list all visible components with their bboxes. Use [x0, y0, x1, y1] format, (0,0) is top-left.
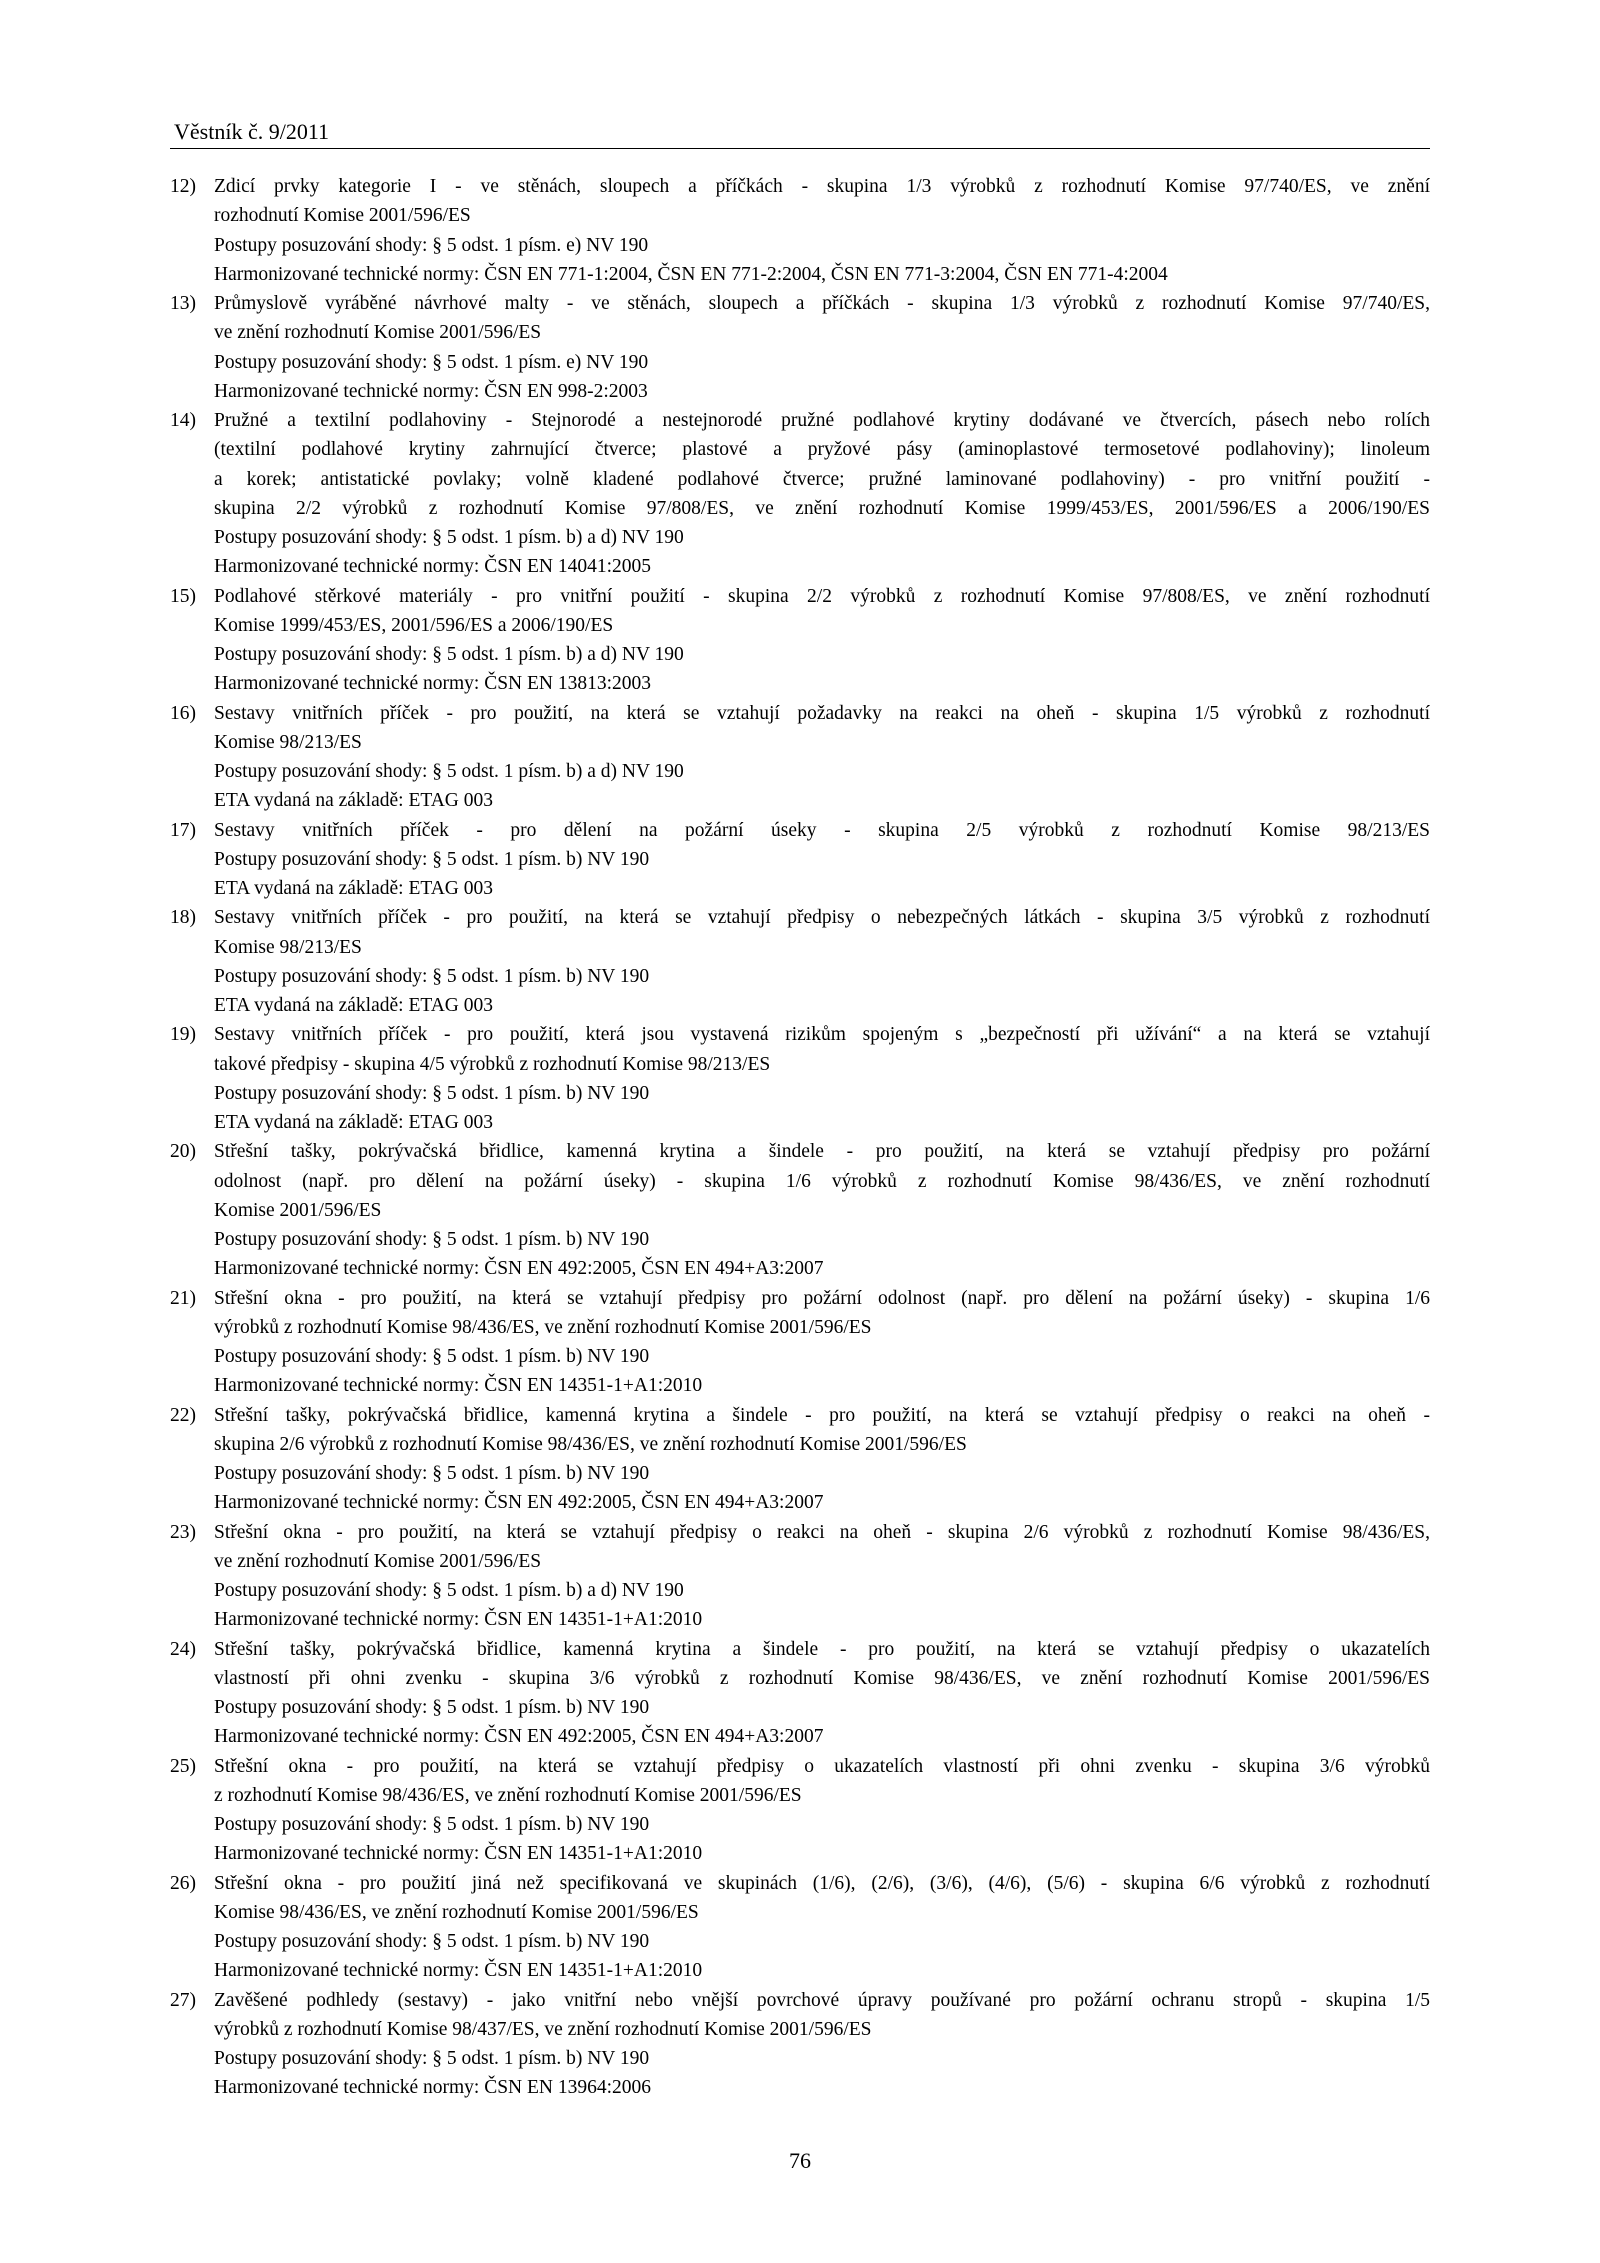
page-header	[170, 110, 1430, 149]
item-number: 19)	[170, 1024, 196, 1046]
item-line: Postupy posuzování shody: § 5 odst. 1 písm. b) NV 190	[214, 965, 650, 987]
item-line: Komise 1999/453/ES, 2001/596/ES a 2006/190/ES	[214, 614, 614, 636]
item-line: takové předpisy - skupina 4/5 výrobků z rozhodnutí Komise 98/213/ES	[214, 1053, 771, 1075]
item-line: Střešní okna - pro použití, na která se vztahují předpisy o reakci na oheň - skupina 2/6 výrobků z rozhodnutí Komise 98/436/ES,	[214, 1521, 1430, 1543]
item-line: Střešní tašky, pokrývačská břidlice, kamenná krytina a šindele - pro použití, na která se vztahují předpisy o reakci na oheň -	[214, 1404, 1430, 1426]
item-line: Harmonizované technické normy: ČSN EN 14351-1+A1:2010	[214, 1375, 703, 1397]
item-line: Sestavy vnitřních příček - pro použití, která jsou vystavená rizikům spojeným s „bezpečností při užívání“ a na která se vztahují	[214, 1024, 1430, 1046]
item-line: Komise 98/213/ES	[214, 731, 362, 753]
item-number: 27)	[170, 1989, 196, 2011]
item-line: Harmonizované technické normy: ČSN EN 14351-1+A1:2010	[214, 1609, 703, 1631]
item-line: ETA vydaná na základě: ETAG 003	[214, 1112, 493, 1133]
list-item	[170, 1137, 1430, 1283]
item-number: 16)	[170, 702, 196, 724]
item-line: výrobků z rozhodnutí Komise 98/436/ES, ve znění rozhodnutí Komise 2001/596/ES	[214, 1316, 872, 1338]
item-line: ETA vydaná na základě: ETAG 003	[214, 995, 493, 1016]
item-number: 14)	[170, 410, 196, 431]
list-item	[170, 1635, 1430, 1752]
item-line: Střešní tašky, pokrývačská břidlice, kamenná krytina a šindele - pro použití, na která se vztahují předpisy pro požární	[214, 1141, 1430, 1163]
item-line: Postupy posuzování shody: § 5 odst. 1 písm. b) NV 190	[214, 1931, 650, 1952]
item-line: Sestavy vnitřních příček - pro dělení na požární úseky - skupina 2/5 výrobků z rozhodnutí Komise 98/213/ES	[214, 819, 1430, 841]
list-item	[170, 816, 1430, 904]
item-line: Střešní okna - pro použití jiná než specifikovaná ve skupinách (1/6), (2/6), (3/6), (4/6), (5/6) - skupina 6/6 výrobků z rozhodnutí	[214, 1872, 1430, 1894]
item-line: Postupy posuzování shody: § 5 odst. 1 písm. b) NV 190	[214, 2048, 650, 2069]
item-line: Postupy posuzování shody: § 5 odst. 1 písm. b) NV 190	[214, 848, 650, 870]
item-line: Střešní okna - pro použití, na která se vztahují předpisy pro požární odolnost (např. pro dělení na požární úseky) - skupina 1/6	[214, 1287, 1430, 1309]
item-line: rozhodnutí Komise 2001/596/ES	[214, 205, 471, 227]
list-item	[170, 1020, 1430, 1137]
item-line: skupina 2/6 výrobků z rozhodnutí Komise 98/436/ES, ve znění rozhodnutí Komise 2001/596/ES	[214, 1433, 967, 1455]
item-line: Postupy posuzování shody: § 5 odst. 1 písm. b) NV 190	[214, 1229, 650, 1250]
list-item	[170, 406, 1430, 582]
item-line: výrobků z rozhodnutí Komise 98/437/ES, ve znění rozhodnutí Komise 2001/596/ES	[214, 2018, 872, 2040]
item-line: Postupy posuzování shody: § 5 odst. 1 písm. b) NV 190	[214, 1697, 650, 1718]
item-line: Postupy posuzování shody: § 5 odst. 1 písm. e) NV 190	[214, 351, 649, 373]
item-line: Komise 2001/596/ES	[214, 1199, 382, 1221]
item-line: Harmonizované technické normy: ČSN EN 492:2005, ČSN EN 494+A3:2007	[214, 1258, 824, 1280]
item-line: skupina 2/2 výrobků z rozhodnutí Komise 97/808/ES, ve znění rozhodnutí Komise 1999/453/ES, 2001/596/ES a 2006/190/ES	[214, 497, 1430, 519]
item-line: Postupy posuzování shody: § 5 odst. 1 písm. b) a d) NV 190	[214, 527, 684, 548]
journal-title: Věstník č. 9/2011	[174, 119, 329, 144]
item-line: Harmonizované technické normy: ČSN EN 14351-1+A1:2010	[214, 1843, 703, 1865]
item-line: Střešní tašky, pokrývačská břidlice, kamenná krytina a šindele - pro použití, na která se vztahují předpisy o ukazatelích	[214, 1638, 1430, 1660]
item-line: Harmonizované technické normy: ČSN EN 14041:2005	[214, 556, 652, 578]
list-item	[170, 1986, 1430, 2103]
item-line: Postupy posuzování shody: § 5 odst. 1 písm. b) a d) NV 190	[214, 761, 684, 782]
item-number: 15)	[170, 585, 196, 607]
list-item	[170, 1518, 1430, 1635]
page-number: 76	[789, 2148, 811, 2173]
item-number: 20)	[170, 1141, 196, 1163]
item-number: 24)	[170, 1638, 196, 1660]
item-line: z rozhodnutí Komise 98/436/ES, ve znění rozhodnutí Komise 2001/596/ES	[214, 1784, 802, 1806]
item-line: ve znění rozhodnutí Komise 2001/596/ES	[214, 1550, 542, 1572]
item-line: ETA vydaná na základě: ETAG 003	[214, 878, 493, 899]
list-item	[170, 582, 1430, 699]
item-number: 12)	[170, 176, 196, 197]
item-number: 26)	[170, 1872, 196, 1894]
list-item	[170, 289, 1430, 406]
item-line: Zavěšené podhledy (sestavy) - jako vnitřní nebo vnější povrchové úpravy používané pro požární ochranu stropů - skupina 1/5	[214, 1989, 1430, 2011]
item-line: Harmonizované technické normy: ČSN EN 13964:2006	[214, 2077, 652, 2099]
list-item	[170, 699, 1430, 816]
item-line: Harmonizované technické normy: ČSN EN 14351-1+A1:2010	[214, 1960, 703, 1982]
item-number: 23)	[170, 1521, 196, 1543]
item-line: Zdicí prvky kategorie I - ve stěnách, sloupech a příčkách - skupina 1/3 výrobků z rozhodnutí Komise 97/740/ES, ve znění	[214, 176, 1430, 197]
list-item	[170, 1869, 1430, 1986]
item-line: ve znění rozhodnutí Komise 2001/596/ES	[214, 322, 542, 344]
item-number: 13)	[170, 293, 196, 314]
item-number: 22)	[170, 1404, 196, 1426]
item-line: Harmonizované technické normy: ČSN EN 492:2005, ČSN EN 494+A3:2007	[214, 1726, 824, 1748]
item-number: 25)	[170, 1755, 196, 1777]
item-line: Podlahové stěrkové materiály - pro vnitřní použití - skupina 2/2 výrobků z rozhodnutí Komise 97/808/ES, ve znění rozhodnutí	[214, 585, 1430, 607]
list-item	[170, 1752, 1430, 1869]
item-line: Průmyslově vyráběné návrhové malty - ve stěnách, sloupech a příčkách - skupina 1/3 výrobků z rozhodnutí Komise 97/740/ES,	[214, 293, 1430, 314]
list-item	[170, 172, 1430, 289]
item-number: 21)	[170, 1287, 196, 1309]
item-line: Komise 98/213/ES	[214, 936, 362, 958]
list-item	[170, 903, 1430, 1020]
item-line: Postupy posuzování shody: § 5 odst. 1 písm. e) NV 190	[214, 234, 649, 256]
item-line: Harmonizované technické normy: ČSN EN 13813:2003	[214, 673, 652, 695]
item-line: Postupy posuzování shody: § 5 odst. 1 písm. b) NV 190	[214, 1463, 650, 1484]
item-line: Postupy posuzování shody: § 5 odst. 1 písm. b) NV 190	[214, 1814, 650, 1835]
item-line: a korek; antistatické povlaky; volně kladené podlahové čtverce; pružné laminované podlahoviny) - pro vnitřní použití -	[214, 468, 1430, 490]
item-line: Harmonizované technické normy: ČSN EN 998-2:2003	[214, 380, 648, 402]
item-line: ETA vydaná na základě: ETAG 003	[214, 790, 493, 812]
item-line: Postupy posuzování shody: § 5 odst. 1 písm. b) NV 190	[214, 1082, 650, 1104]
item-line: Sestavy vnitřních příček - pro použití, na která se vztahují předpisy o nebezpečných látkách - skupina 3/5 výrobků z rozhodnutí	[214, 907, 1430, 929]
item-line: vlastností při ohni zvenku - skupina 3/6 výrobků z rozhodnutí Komise 98/436/ES, ve znění rozhodnutí Komise 2001/596/ES	[214, 1667, 1430, 1689]
document-body	[170, 172, 1430, 2103]
item-line: odolnost (např. pro dělení na požární úseky) - skupina 1/6 výrobků z rozhodnutí Komise 98/436/ES, ve znění rozhodnutí	[214, 1170, 1430, 1192]
item-line: Postupy posuzování shody: § 5 odst. 1 písm. b) a d) NV 190	[214, 1580, 684, 1601]
item-line: Postupy posuzování shody: § 5 odst. 1 písm. b) a d) NV 190	[214, 644, 684, 665]
item-line: Komise 98/436/ES, ve znění rozhodnutí Komise 2001/596/ES	[214, 1901, 699, 1923]
item-line: Pružné a textilní podlahoviny - Stejnorodé a nestejnorodé pružné podlahové krytiny dodávané ve čtvercích, pásech nebo rolích	[214, 410, 1430, 431]
item-number: 18)	[170, 907, 196, 929]
item-line: Postupy posuzování shody: § 5 odst. 1 písm. b) NV 190	[214, 1346, 650, 1367]
item-line: Sestavy vnitřních příček - pro použití, na která se vztahují požadavky na reakci na oheň - skupina 1/5 výrobků z rozhodnutí	[214, 702, 1430, 724]
item-number: 17)	[170, 819, 196, 841]
item-line: Střešní okna - pro použití, na která se vztahují předpisy o ukazatelích vlastností při ohni zvenku - skupina 3/6 výrobků	[214, 1755, 1430, 1777]
item-line: Harmonizované technické normy: ČSN EN 771-1:2004, ČSN EN 771-2:2004, ČSN EN 771-3:2004, ČSN EN 771-4:2004	[214, 263, 1168, 285]
item-line: Harmonizované technické normy: ČSN EN 492:2005, ČSN EN 494+A3:2007	[214, 1492, 824, 1514]
list-item	[170, 1401, 1430, 1518]
list-item	[170, 1284, 1430, 1401]
item-line: (textilní podlahové krytiny zahrnující čtverce; plastové a pryžové pásy (aminoplastové termosetové podlahoviny); linoleum	[214, 439, 1430, 461]
